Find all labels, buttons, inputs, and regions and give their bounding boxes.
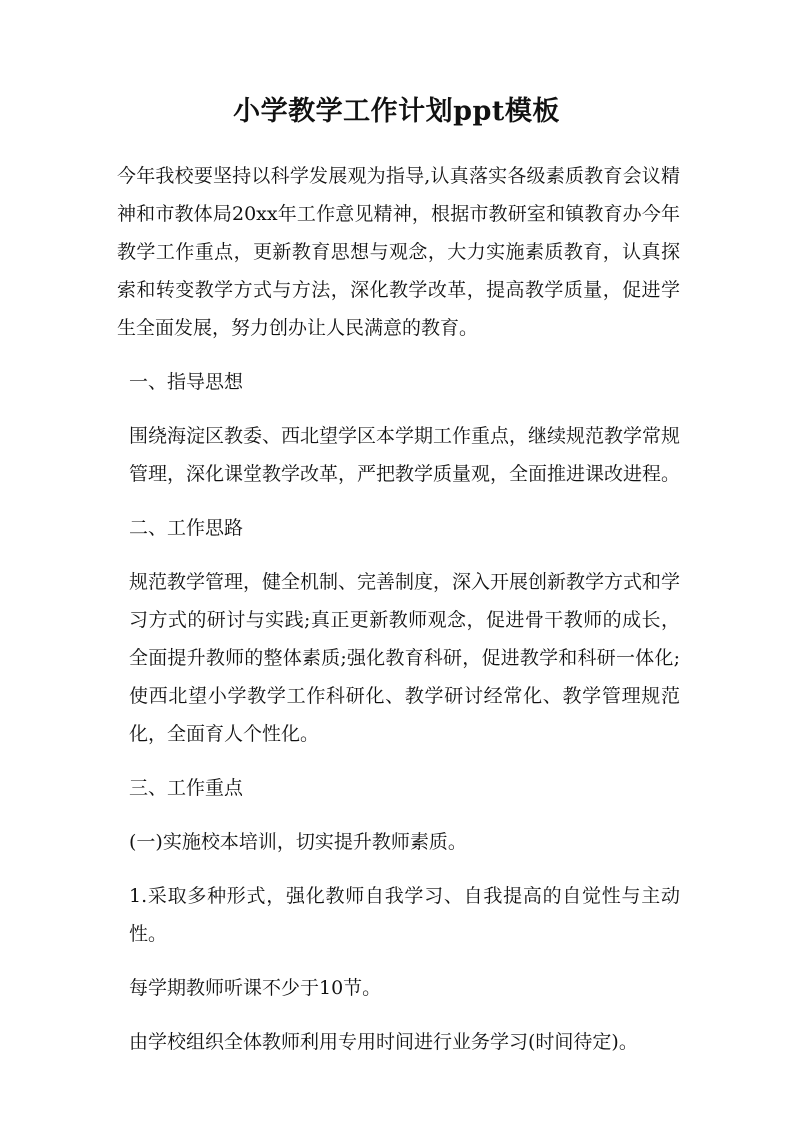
subsection-school-training: (一)实施校本培训，切实提升教师素质。: [129, 831, 467, 853]
section-heading-work-approach: 二、工作思路: [129, 517, 244, 539]
item-1-self-learning: 1.采取多种形式，强化教师自我学习、自我提高的自觉性与主动性。: [129, 885, 680, 945]
document-body: [117, 157, 680, 1077]
guiding-thought-paragraph: 围绕海淀区教委、西北望学区本学期工作重点，继续规范教学常规管理，深化课堂教学改革，严把教学质量观，全面推进课改进程。: [129, 425, 681, 485]
work-approach-paragraph: 规范教学管理，健全机制、完善制度，深入开展创新教学方式和学习方式的研讨与实践;真正更新教师观念，促进骨干教师的成长，全面提升教师的整体素质;强化教育科研，促进教学和科研一体化;使西北望小学教学工作科研化、教学研讨经常化、教学管理规范化，全面育人个性化。: [129, 571, 681, 745]
intro-paragraph: 今年我校要坚持以科学发展观为指导,认真落实各级素质教育会议精神和市教体局20xx年工作意见精神，根据市教研室和镇教育办今年教学工作重点，更新教育思想与观念，大力实施素质教育，认真探索和转变教学方式与方法，深化教学改革，提高教学质量，促进学生全面发展，努力创办让人民满意的教育。: [117, 165, 680, 339]
section-heading-guiding-thought: 一、指导思想: [129, 371, 244, 393]
item-lesson-observation: 每学期教师听课不少于10节。: [129, 977, 382, 999]
section-heading-work-focus: 三、工作重点: [129, 777, 244, 799]
document-title: 小学教学工作计划ppt模板: [233, 96, 560, 127]
item-business-study: 由学校组织全体教师利用专用时间进行业务学习(时间待定)。: [129, 1031, 638, 1053]
